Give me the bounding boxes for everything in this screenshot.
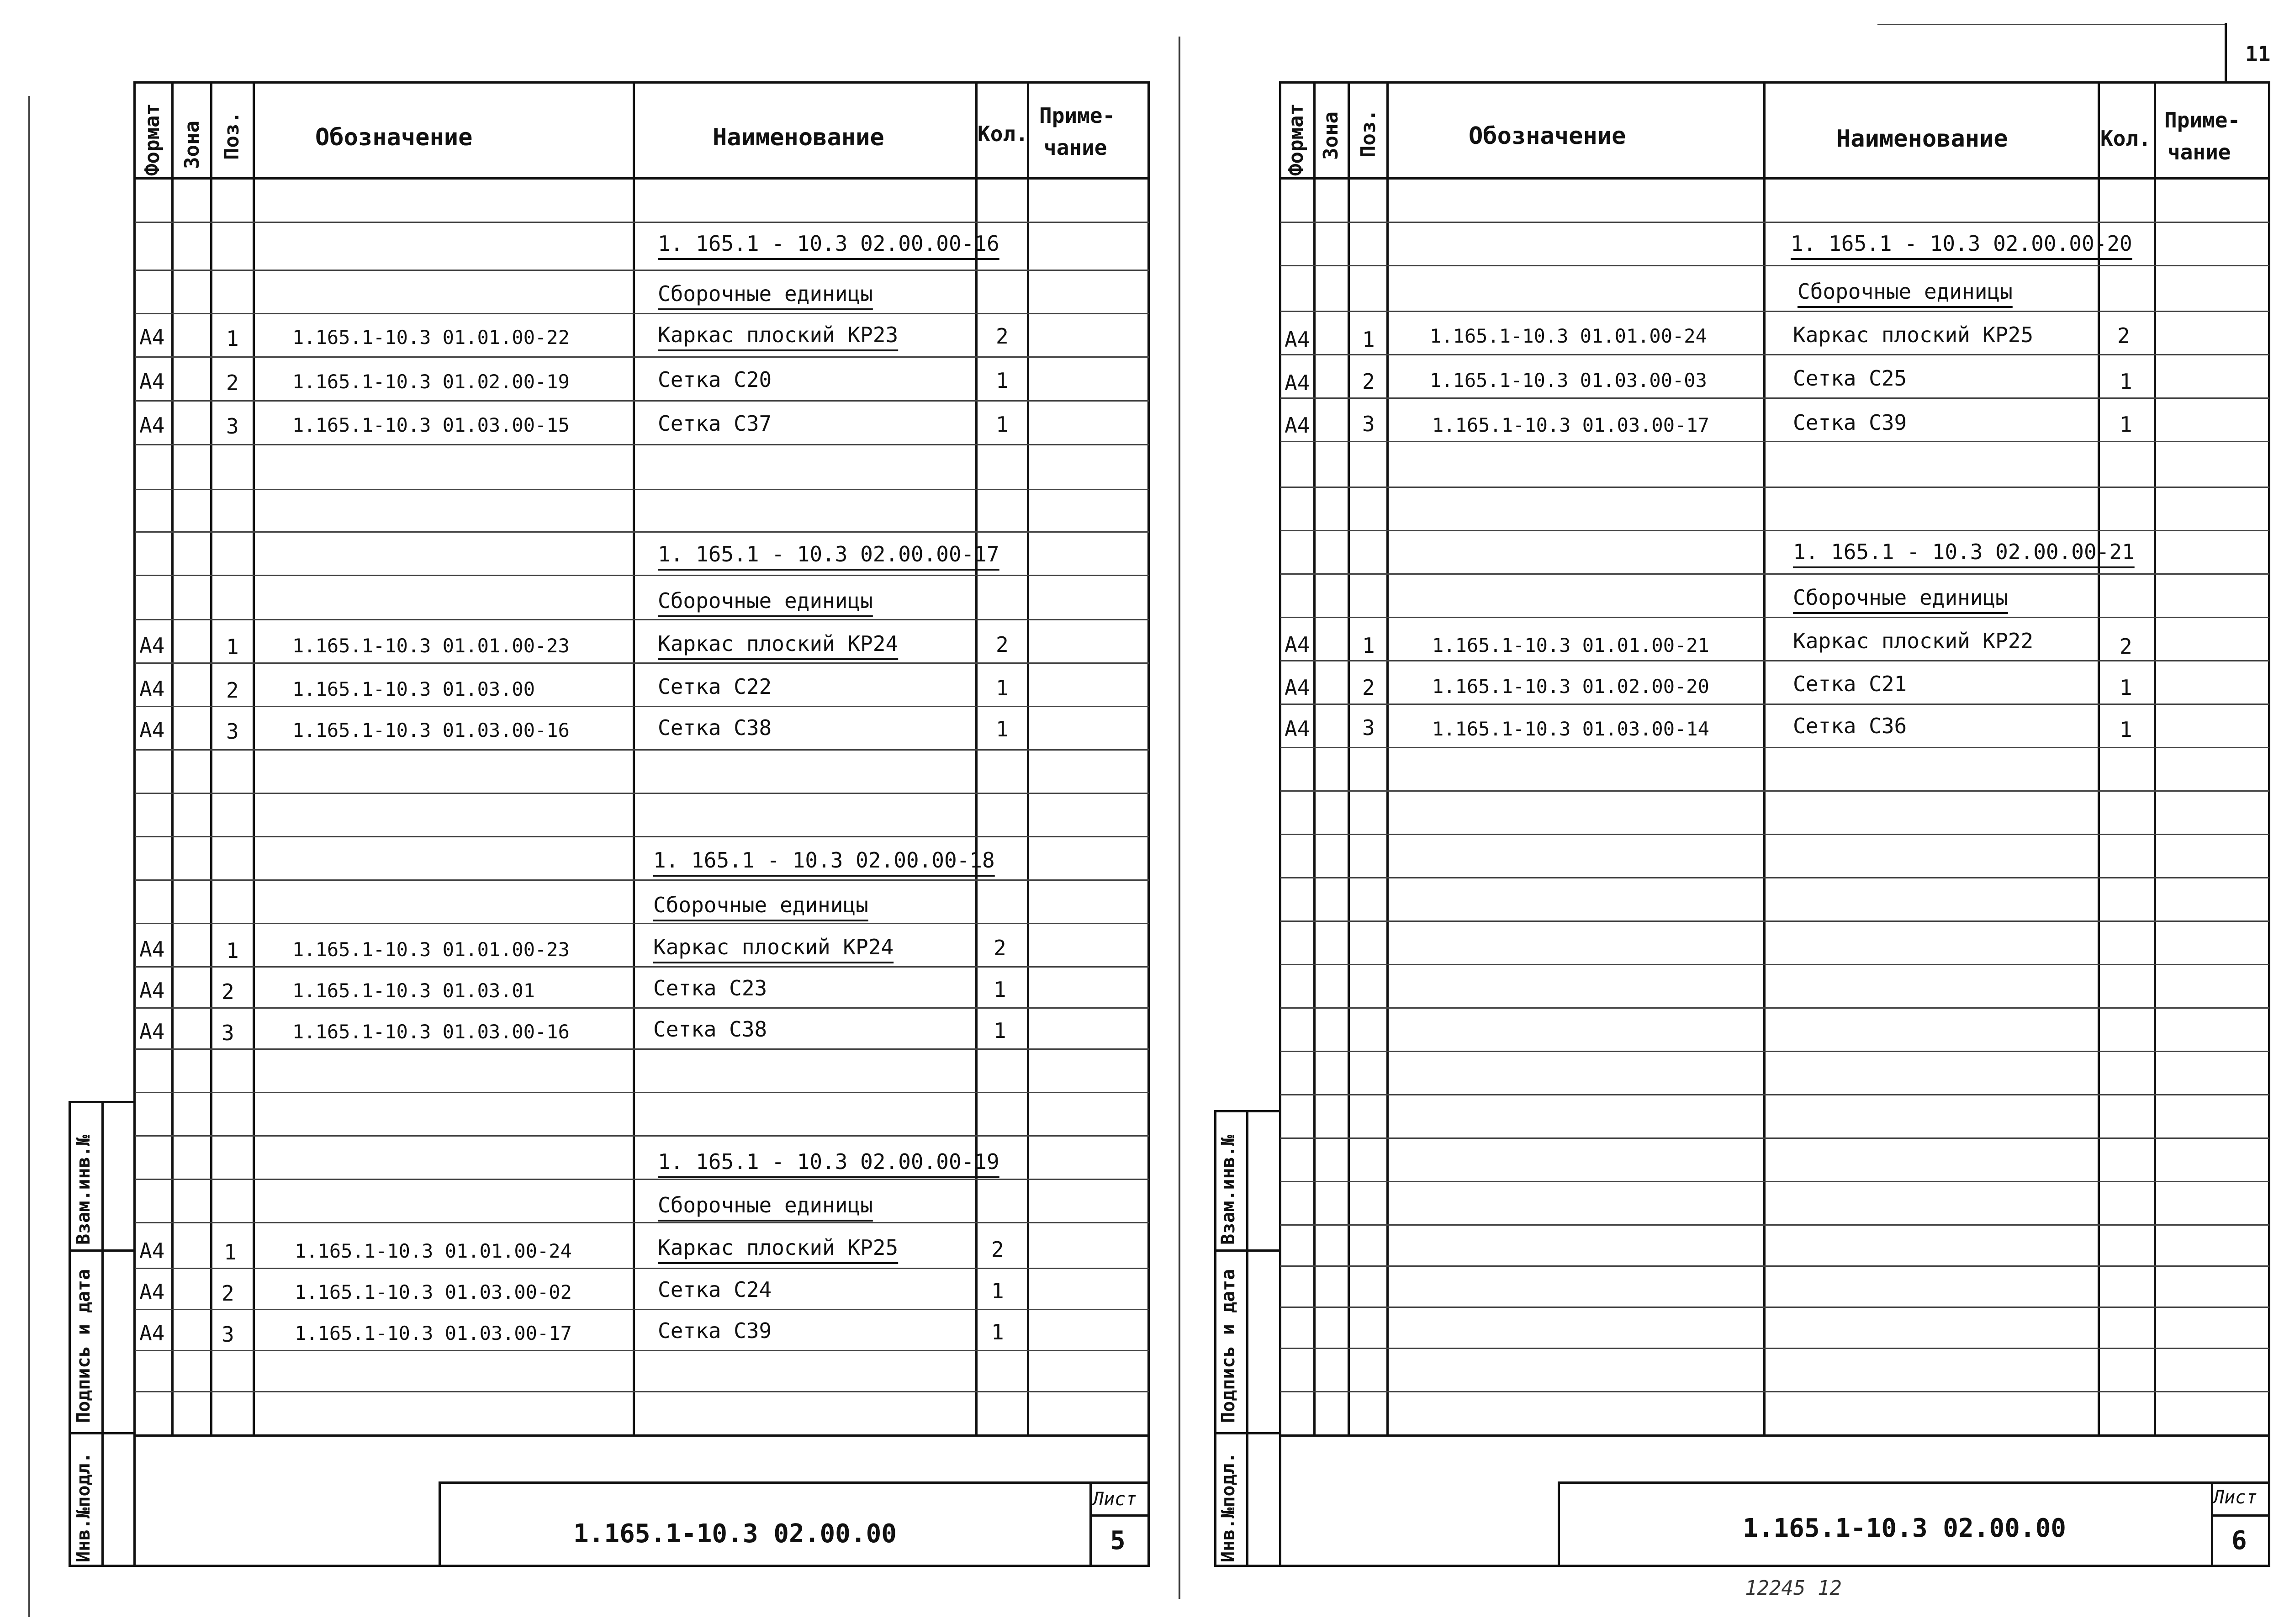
row-rule [1280,265,2269,266]
row-rule [135,1309,1149,1310]
side-label-replace-inv: Взам.инв.№ [73,1135,94,1245]
row-rule [135,1092,1149,1093]
row-pos: 3 [226,414,239,439]
row-rule [1280,354,2269,355]
row-designation: 1.165.1-10.3 01.03.00-02 [295,1281,572,1303]
header-designation: Обозначение [1469,122,1626,150]
row-rule [135,662,1149,664]
row-rule [1280,790,2269,792]
row-pos: 2 [226,370,239,395]
header-pos: Поз. [220,111,243,160]
row-rule [1280,1307,2269,1308]
row-qty: 1 [2120,412,2132,437]
row-pos: 3 [1362,412,1375,436]
group-document-number: 1. 165.1 - 10.3 02.00.00-17 [658,542,999,566]
row-name: Каркас плоский КР25 [1793,323,2034,347]
row-qty: 1 [991,1279,1004,1303]
row-qty: 1 [996,676,1009,700]
page-number: 11 [2245,42,2271,66]
row-rule [135,619,1149,620]
row-name: Сетка С23 [653,976,767,1000]
row-rule [135,1268,1149,1269]
group-document-number: 1. 165.1 - 10.3 02.00.00-16 [658,231,999,256]
header-qty: Кол. [978,122,1028,146]
sheet-label: Лист [2213,1487,2258,1508]
row-rule [1280,1181,2269,1182]
header-note-1: Приме- [2164,108,2241,132]
row-designation: 1.165.1-10.3 01.03.00-03 [1430,369,1707,391]
row-pos: 1 [224,1240,237,1264]
header-note-2: чание [2168,140,2231,164]
group-subtitle: Сборочные единицы [658,588,873,613]
row-pos: 3 [222,1322,234,1347]
stamp-title: 1.165.1-10.3 02.00.00 [573,1519,897,1549]
row-format: А4 [139,978,165,1003]
row-qty: 1 [996,717,1009,741]
row-designation: 1.165.1-10.3 01.03.00-15 [292,414,570,436]
row-qty: 1 [994,977,1006,1002]
row-rule [135,879,1149,881]
header-pos: Поз. [1357,109,1380,158]
row-rule [1280,530,2269,531]
row-rule [135,489,1149,490]
group-document-number: 1. 165.1 - 10.3 02.00.00-19 [658,1149,999,1174]
group-document-number: 1. 165.1 - 10.3 02.00.00-18 [653,848,995,873]
row-rule [135,749,1149,751]
group-subtitle: Сборочные единицы [653,893,868,917]
row-pos: 3 [222,1021,234,1045]
sheet-label: Лист [1093,1489,1137,1510]
row-rule [135,356,1149,358]
row-format: А4 [139,1019,165,1044]
row-designation: 1.165.1-10.3 01.01.00-23 [292,635,570,657]
group-document-number: 1. 165.1 - 10.3 02.00.00-21 [1793,540,2135,564]
row-rule [135,313,1149,314]
row-pos: 1 [226,938,239,963]
row-name: Сетка С38 [658,715,772,740]
group-subtitle: Сборочные единицы [658,281,873,306]
row-format: А4 [1285,675,1310,700]
row-rule [135,706,1149,707]
row-format: А4 [139,677,165,701]
row-rule [1280,311,2269,312]
row-format: А4 [139,718,165,742]
row-pos: 3 [226,719,239,744]
row-pos: 2 [222,1281,234,1306]
row-name: Сетка С25 [1793,366,1907,391]
row-rule [1280,834,2269,835]
row-rule [1280,704,2269,705]
row-designation: 1.165.1-10.3 01.02.00-19 [292,370,570,393]
row-pos: 2 [226,678,239,703]
row-rule [135,222,1149,223]
row-qty: 1 [2120,675,2132,700]
row-rule [135,1222,1149,1223]
page-fold-line [1179,37,1180,1599]
row-designation: 1.165.1-10.3 01.03.01 [292,979,535,1002]
row-name: Каркас плоский КР24 [658,631,899,656]
row-format: А4 [139,1321,165,1345]
row-rule [1280,222,2269,223]
row-name: Сетка С22 [658,674,772,699]
row-qty: 2 [2120,634,2132,659]
row-rule [135,400,1149,402]
row-rule [135,1048,1149,1050]
row-name: Сетка С24 [658,1277,772,1302]
row-format: А4 [139,1238,165,1263]
row-format: А4 [1285,632,1310,657]
row-rule [1280,617,2269,618]
row-rule [1280,1007,2269,1009]
row-pos: 1 [226,326,239,351]
row-format: А4 [1285,327,1310,352]
row-rule [135,923,1149,924]
header-zone: Зона [180,121,204,169]
row-designation: 1.165.1-10.3 01.03.00 [292,678,535,700]
row-designation: 1.165.1-10.3 01.01.00-24 [295,1240,572,1262]
side-label-sign-date: Подпись и дата [1218,1269,1239,1423]
side-label-inv-orig: Инв.№подл. [1218,1452,1239,1562]
row-rule [1280,1224,2269,1226]
row-rule [1280,1391,2269,1392]
row-format: А4 [139,413,165,438]
row-format: А4 [139,325,165,349]
row-designation: 1.165.1-10.3 01.01.00-21 [1432,634,1709,656]
stamp-title: 1.165.1-10.3 02.00.00 [1743,1513,2067,1543]
row-designation: 1.165.1-10.3 01.03.00-16 [292,719,570,741]
side-label-sign-date: Подпись и дата [73,1269,94,1423]
row-pos: 2 [1362,369,1375,394]
header-name: Наименование [1836,125,2008,153]
row-rule [135,836,1149,837]
row-designation: 1.165.1-10.3 01.01.00-23 [292,938,570,961]
row-qty: 1 [2120,717,2132,742]
header-designation: Обозначение [315,124,473,151]
row-qty: 1 [2120,369,2132,394]
row-format: А4 [1285,716,1310,741]
row-rule [1280,747,2269,748]
group-document-number: 1. 165.1 - 10.3 02.00.00-20 [1791,231,2132,256]
row-name: Каркас плоский КР23 [658,323,899,347]
row-qty: 1 [996,368,1009,393]
row-pos: 3 [1362,715,1375,740]
row-pos: 2 [222,979,234,1004]
row-rule [1280,1094,2269,1095]
row-format: А4 [139,1280,165,1304]
row-rule [1280,397,2269,399]
row-qty: 2 [994,936,1006,960]
row-rule [1280,660,2269,661]
row-designation: 1.165.1-10.3 01.02.00-20 [1432,675,1709,698]
row-qty: 1 [991,1320,1004,1344]
header-format: Формат [1285,103,1308,176]
row-rule [1280,920,2269,922]
row-designation: 1.165.1-10.3 01.01.00-22 [292,326,570,349]
row-pos: 1 [1362,633,1375,658]
row-name: Сетка С21 [1793,672,1907,696]
row-name: Каркас плоский КР22 [1793,629,2034,653]
row-format: А4 [139,937,165,962]
row-qty: 1 [996,412,1009,437]
left-margin-line [28,96,30,1617]
row-rule [135,793,1149,794]
row-qty: 2 [2117,323,2130,348]
row-rule [135,1350,1149,1351]
row-designation: 1.165.1-10.3 01.01.00-24 [1430,325,1707,347]
row-pos: 2 [1362,675,1375,700]
header-zone: Зона [1319,111,1343,160]
sheet-number: 6 [2231,1526,2247,1555]
bottom-handwritten-note: 12245 12 [1745,1576,1842,1600]
row-name: Сетка С37 [658,411,772,436]
row-rule [1280,1137,2269,1139]
row-format: А4 [1285,370,1310,395]
row-rule [135,531,1149,533]
row-name: Сетка С38 [653,1017,767,1042]
row-rule [1280,1265,2269,1267]
row-designation: 1.165.1-10.3 01.03.00-16 [292,1021,570,1043]
row-rule [1280,1348,2269,1349]
row-rule [135,1179,1149,1180]
row-designation: 1.165.1-10.3 01.03.00-17 [295,1322,572,1344]
row-rule [135,444,1149,445]
row-rule [135,966,1149,968]
row-rule [1280,964,2269,965]
group-subtitle: Сборочные единицы [1793,585,2008,610]
row-name: Сетка С20 [658,367,772,392]
row-format: А4 [139,369,165,394]
row-name: Сетка С39 [658,1318,772,1343]
row-rule [1280,573,2269,575]
group-subtitle: Сборочные единицы [658,1193,873,1217]
row-format: А4 [139,633,165,658]
row-pos: 1 [226,635,239,659]
row-qty: 1 [994,1018,1006,1043]
row-qty: 2 [996,324,1009,349]
side-label-inv-orig: Инв.№подл. [73,1452,94,1562]
row-qty: 2 [996,632,1009,657]
header-note-1: Приме- [1039,103,1116,128]
row-pos: 1 [1362,327,1375,352]
header-format: Формат [141,103,164,176]
row-designation: 1.165.1-10.3 01.03.00-17 [1432,414,1709,436]
row-name: Каркас плоский КР25 [658,1235,899,1260]
group-subtitle: Сборочные единицы [1798,279,2013,304]
row-name: Сетка С36 [1793,714,1907,738]
row-rule [1280,441,2269,442]
row-rule [1280,877,2269,878]
row-rule [135,1391,1149,1392]
header-name: Наименование [713,124,884,151]
row-rule [135,270,1149,271]
side-label-replace-inv: Взам.инв.№ [1218,1135,1239,1245]
header-note-2: чание [1044,135,1107,160]
row-rule [1280,1051,2269,1052]
row-name: Сетка С39 [1793,410,1907,435]
row-rule [135,1135,1149,1137]
row-designation: 1.165.1-10.3 01.03.00-14 [1432,718,1709,740]
row-rule [135,1007,1149,1009]
row-name: Каркас плоский КР24 [653,935,894,959]
header-qty: Кол. [2100,126,2151,151]
row-rule [135,575,1149,576]
row-rule [1280,487,2269,488]
row-qty: 2 [991,1237,1004,1262]
sheet-number: 5 [1110,1526,1126,1555]
row-format: А4 [1285,413,1310,438]
